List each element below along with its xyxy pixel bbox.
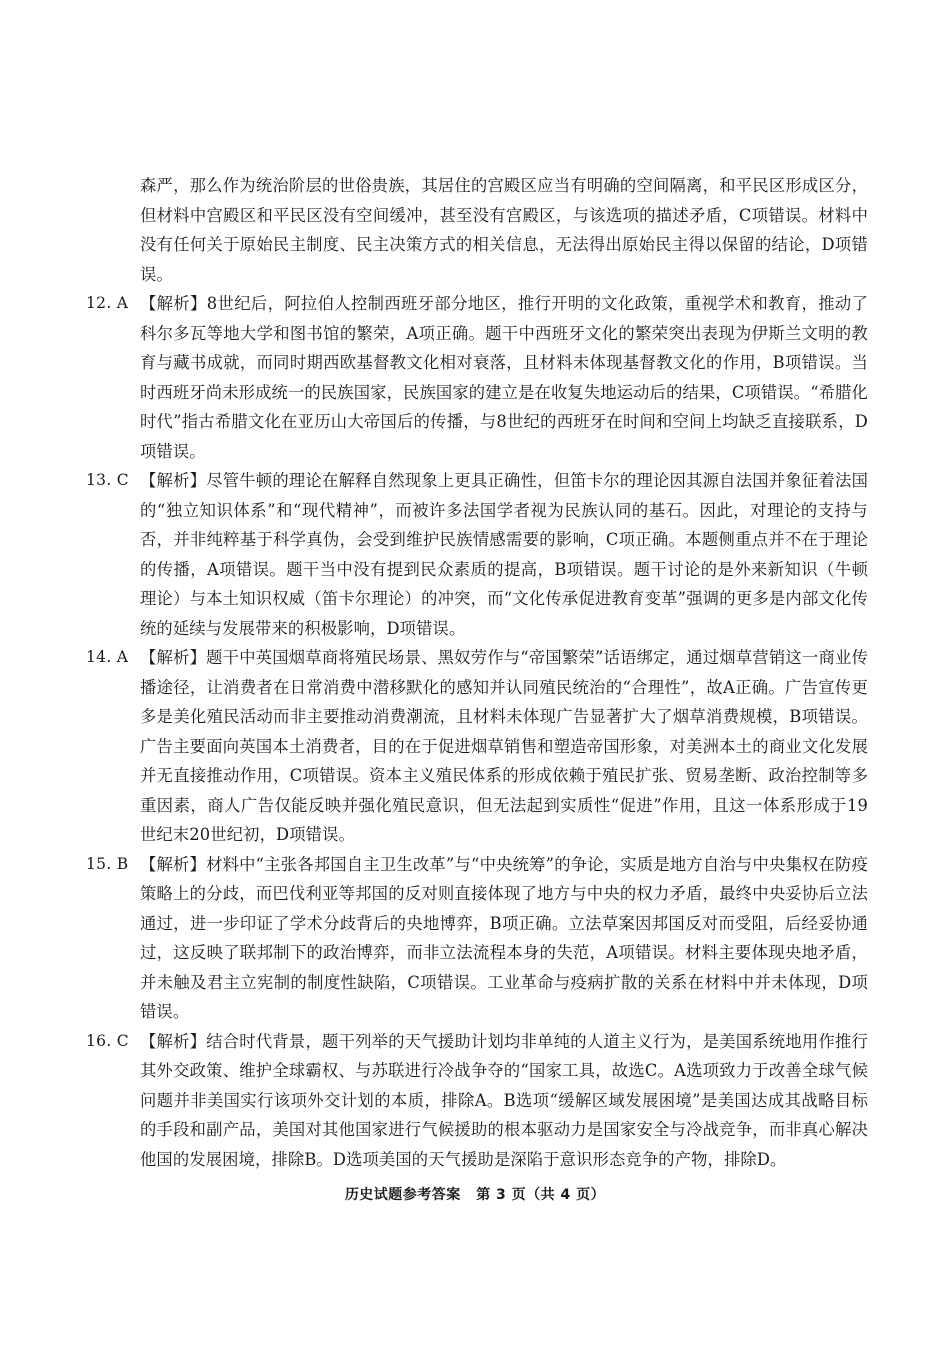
answer-explanation: 【解析】8世纪后，阿拉伯人控制西班牙部分地区，推行开明的文化政策，重视学术和教育，推动了科尔多瓦等地大学和图书馆的繁荣，A项正确。题干中西班牙文化的繁荣突出表现为伊斯兰文明的教育与藏书成就，而同时期西欧基督教文化相对衰落，且材料未体现基督教文化的作用，B项错误。当时西班牙尚未形成统一的民族国家，民族国家的建立是在收复失地运动后的结果，C项错误。“希腊化时代”指古希腊文化在亚历山大帝国后的传播，与8世纪的西班牙在时间和空间上均缺乏直接联系，D项错误。 <box>140 294 868 461</box>
answer-number: 13. C <box>86 471 129 489</box>
answer-content <box>86 171 868 1174</box>
page-footer <box>0 1184 950 1204</box>
answer-number: 15. B <box>86 854 129 873</box>
answer-explanation: 【解析】尽管牛顿的理论在解释自然现象上更具正确性，但笛卡尔的理论因其源自法国并象征着法国的“独立知识体系”和“现代精神”，而被许多法国学者视为民族认同的基石。因此，对理论的支持与否，并非纯粹基于科学真伪，会受到维护民族情感需要的影响，C项正确。本题侧重点并不在于理论的传播，A项错误。题干当中没有提到民众素质的提高，B项错误。题干讨论的是外来新知识（牛顿理论）与本土知识权威（笛卡尔理论）的冲突，而“文化传承促进教育变革”强调的更多是内部文化传统的延续与发展带来的积极影响，D项错误。 <box>140 471 868 638</box>
footer-title: 历史试题参考答案 <box>344 1187 461 1203</box>
answer-item-13 <box>86 466 868 643</box>
answer-explanation: 【解析】结合时代背景，题干列举的天气援助计划均非单纯的人道主义行为，是美国系统地用作推行其外交政策、维护全球霸权、与苏联进行冷战争夺的“国家工具，故选C。A选项致力于改善全球气候问题并非美国实行该项外交计划的本质，排除A。B选项“缓解区域发展困境”是美国达成其战略目标的手段和副产品，美国对其他国家进行气候援助的根本驱动力是国家安全与冷战竞争，而非真心解决他国的发展困境，排除B。D选项美国的天气援助是深陷于意识形态竞争的产物，排除D。 <box>140 1031 868 1169</box>
answer-item-12 <box>86 289 868 466</box>
answer-item-14 <box>86 643 868 850</box>
page-number: 第 3 页（共 4 页） <box>476 1187 606 1203</box>
paragraph-continued <box>86 171 868 289</box>
answer-number: 16. C <box>86 1031 129 1050</box>
paragraph-text: 森严，那么作为统治阶层的世俗贵族，其居住的宫殿区应当有明确的空间隔离，和平民区形成区分，但材料中宫殿区和平民区没有空间缓冲，甚至没有宫殿区，与该选项的描述矛盾，C项错误。材料中没有任何关于原始民主制度、民主决策方式的相关信息，无法得出原始民主得以保留的结论，D项错误。 <box>140 176 868 284</box>
answer-number: 14. A <box>86 648 129 666</box>
answer-explanation: 【解析】题干中英国烟草商将殖民场景、黑奴劳作与“帝国繁荣”话语绑定，通过烟草营销这一商业传播途径，让消费者在日常消费中潜移默化的感知并认同殖民统治的“合理性”，故A正确。广告宣传更多是美化殖民活动而非主要推动消费潮流，且材料未体现广告显著扩大了烟草消费规模，B项错误。广告主要面向英国本土消费者，目的在于促进烟草销售和塑造帝国形象，对美洲本土的商业文化发展并无直接推动作用，C项错误。资本主义殖民体系的形成依赖于殖民扩张、贸易垄断、政治控制等多重因素，商人广告仅能反映并强化殖民意识，但无法起到实质性“促进”作用，且这一体系形成于19世纪末20世纪初，D项错误。 <box>140 648 868 844</box>
answer-item-15 <box>86 850 868 1027</box>
answer-number: 12. A <box>86 294 129 312</box>
answer-explanation: 【解析】材料中“主张各邦国自主卫生改革”与“中央统筹”的争论，实质是地方自治与中央集权在防疫策略上的分歧，而巴伐利亚等邦国的反对则直接体现了地方与中央的权力矛盾，最终中央妥协后立法通过，进一步印证了学术分歧背后的央地博弈，B项正确。立法草案因邦国反对而受阻，后经妥协通过，这反映了联邦制下的政治博弈，而非立法流程本身的失范，A项错误。材料主要体现央地矛盾，并未触及君主立宪制的制度性缺陷，C项错误。工业革命与疫病扩散的关系在材料中并未体现，D项错误。 <box>140 854 868 1021</box>
answer-item-16 <box>86 1027 868 1175</box>
